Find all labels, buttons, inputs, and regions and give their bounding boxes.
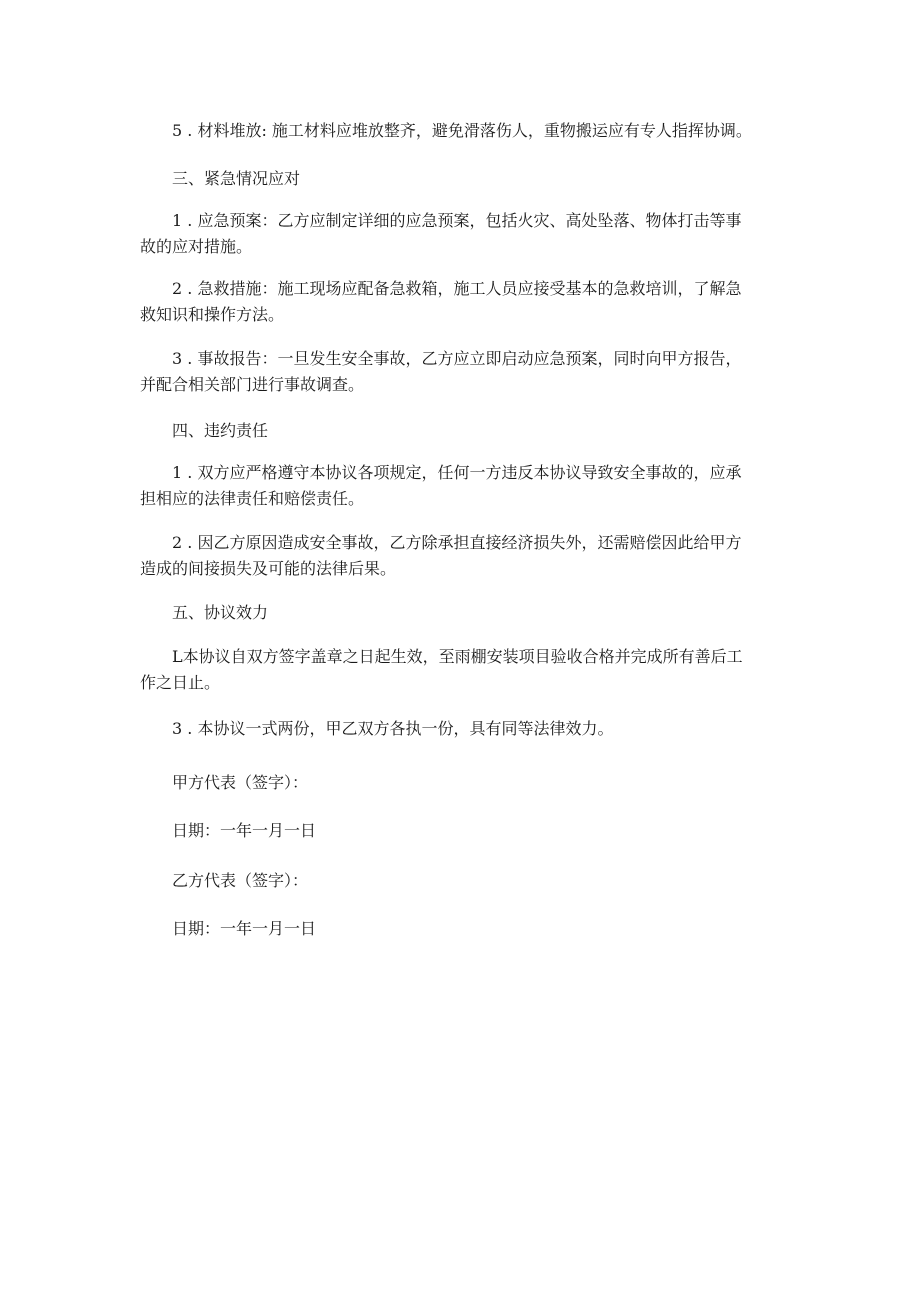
paragraph-line: 担相应的法律责任和赔偿责任。 [140,489,365,508]
party-b-date-line: 日期：一年一月一日 [172,919,317,938]
paragraph-line: 救知识和操作方法。 [140,305,285,324]
paragraph-material-stacking [140,118,800,144]
section-heading-liability: 四、违约责任 [172,421,269,440]
paragraph-validity-copies [140,716,800,742]
paragraph-line: 2 . 因乙方原因造成安全事故，乙方除承担直接经济损失外，还需赔偿因此给甲方 [172,533,742,552]
paragraph-line: 1 . 应急预案：乙方应制定详细的应急预案，包括火灾、高处坠落、物体打击等事 [172,211,742,230]
paragraph-emergency-plan [140,208,800,260]
party-a-date-line: 日期：一年一月一日 [172,821,317,840]
party-b-signature-line: 乙方代表（签字）： [172,871,309,890]
paragraph-line: 故的应对措施。 [140,237,253,256]
paragraph-line: L本协议自双方签字盖章之日起生效，至雨棚安装项目验收合格并完成所有善后工 [172,647,743,666]
paragraph-line: 3 . 事故报告：一旦发生安全事故，乙方应立即启动应急预案，同时向甲方报告， [172,349,742,368]
paragraph-validity-1 [140,644,800,696]
paragraph-line: 1 . 双方应严格遵守本协议各项规定，任何一方违反本协议导致安全事故的，应承 [172,463,742,482]
section-heading-validity: 五、协议效力 [172,603,269,622]
paragraph-first-aid [140,276,800,328]
paragraph-line: 5 . 材料堆放: 施工材料应堆放整齐，避免滑落伤人，重物搬运应有专人指挥协调。 [172,121,752,140]
paragraph-line: 并配合相关部门进行事故调查。 [140,375,365,394]
paragraph-line: 造成的间接损失及可能的法律后果。 [140,559,397,578]
paragraph-liability-2 [140,530,800,582]
paragraph-accident-report [140,346,800,398]
paragraph-line: 3 . 本协议一式两份，甲乙双方各执一份，具有同等法律效力。 [172,719,614,738]
party-a-signature-line: 甲方代表（签字）： [172,773,309,792]
section-heading-emergency: 三、紧急情况应对 [172,169,301,188]
paragraph-line: 作之日止。 [140,673,221,692]
paragraph-line: 2 . 急救措施：施工现场应配备急救箱，施工人员应接受基本的急救培训，了解急 [172,279,742,298]
paragraph-liability-1 [140,460,800,512]
